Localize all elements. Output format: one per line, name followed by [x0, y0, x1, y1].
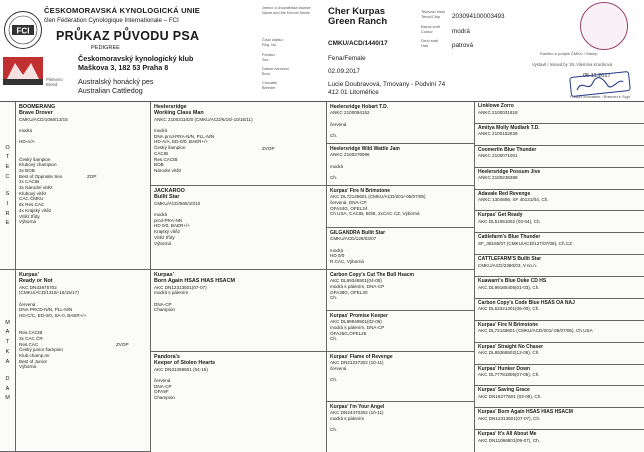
gen3-cell	[327, 228, 475, 270]
detail-line: CMKU/ACD/126/03/07	[330, 236, 377, 242]
gen2-cell-3	[151, 352, 327, 452]
side-letter: I	[6, 200, 9, 207]
detail-line: Res.CACIB	[19, 330, 43, 336]
detail-line: 3x Národní vítěz	[19, 185, 53, 191]
detail-line: DNA PRCD-N/N, PLL-N/N	[19, 307, 73, 313]
gen3-cell	[327, 270, 475, 311]
dam-details	[19, 285, 148, 371]
breed-label: Plemeno Breed	[46, 77, 63, 87]
detail-line: červená	[154, 378, 171, 383]
gen2-name: JACKAROO	[154, 188, 185, 194]
gen3-cell	[327, 402, 475, 452]
detail-line: AKC DL72148601 (CMKU/ACD/201/-05/07/05)	[330, 194, 426, 200]
gen2-details	[154, 285, 324, 314]
detail-line: ANKC 2100276096	[330, 152, 370, 158]
detail-line: 8x Res.CAC	[19, 202, 45, 208]
detail-line: AKC DL89948501(02-06)	[330, 319, 382, 325]
detail-line: Best of Junior	[19, 358, 48, 364]
gen2-details	[154, 367, 324, 401]
issuer-label: Vystavil / Issued by: Bc.Vilemína Kracíková	[532, 62, 613, 67]
detail-line: 2x BOB	[19, 167, 35, 173]
sire-details	[19, 117, 148, 225]
detail-line: modrá s pálením	[154, 290, 189, 296]
detail-line: CAC ČMKU	[19, 196, 44, 202]
detail-line: modrá	[330, 163, 344, 169]
cmku-logo	[3, 57, 43, 85]
detail-line: Klub.champ.mi	[19, 353, 50, 359]
detail-line: modrá	[154, 128, 168, 133]
gen4-name: CATTLEFARM'S Bullit Star	[478, 256, 542, 263]
gen4-name: Kurpas' Born Again HSAS HIAS HSACM	[478, 409, 573, 416]
gen4-name: Kurpas' Get Ready	[478, 212, 523, 219]
detail-line: modrá	[330, 247, 344, 253]
dob-label: Datum narození Born	[262, 67, 290, 76]
breeder-sign-label: Podpis chovatele / Breeder's Sign.	[570, 94, 632, 99]
side-letter: R	[5, 210, 10, 217]
dam-name: Kurpas'	[19, 272, 39, 278]
dog-name-line1: Cher Kurpas	[328, 6, 386, 17]
detail-line: Klubový vítěz	[19, 190, 47, 196]
header	[0, 0, 644, 102]
gen3-name: Heelersridge Wild Wattle Jam	[330, 146, 400, 152]
detail-line: HD-A/A	[19, 139, 35, 145]
side-letter: S	[5, 191, 10, 198]
detail-line: CMKU/ACD/2360/03, V.no.n.	[478, 262, 538, 268]
detail-line: AKC DN11066801(09-07), Ch.	[478, 437, 540, 443]
detail-line: 2x CACIB	[19, 179, 40, 185]
side-letter: A	[5, 358, 10, 365]
detail-line: Res.CAC	[19, 341, 39, 347]
side-letter: T	[5, 154, 10, 161]
gen4-cell	[475, 430, 644, 452]
detail-line: AKC DL89368502(12-06), Ch.	[478, 350, 540, 356]
detail-line: AKC DN31269601 (04-15)	[154, 366, 208, 372]
detail-line: Champion	[154, 307, 175, 313]
dog-name-line2: Green Ranch	[328, 16, 388, 27]
gen4-name: Amitya Molly Mudlark T.D.	[478, 124, 540, 131]
detail-line: Výborná	[154, 240, 172, 246]
detail-line: prcd-PRA-NN	[154, 217, 183, 223]
gen4-name: Kurpas' Saving Grace	[478, 387, 530, 394]
name-label: Jméno a chovatelská stanice Name and the Kennel Name	[262, 6, 311, 15]
detail-line: červená	[19, 301, 36, 307]
detail-line: Klubový champion	[19, 162, 57, 168]
detail-line: AKC DL53321301(06-00), Ch.	[478, 306, 540, 312]
detail-line: AKC DN18277801 (03-09), Ch.	[478, 393, 542, 399]
detail-line: ANKC 2100236388	[478, 175, 518, 181]
gen4-cell	[475, 365, 644, 387]
detail-line: Výborná	[19, 364, 37, 370]
detail-line: AKC DL51951002 (03-04), Ch.	[478, 218, 541, 224]
gen2-name2: Bullit Star	[154, 194, 180, 201]
detail-line: Ch.	[330, 295, 338, 301]
sire-zop: ZOP	[87, 174, 97, 179]
colour-label: Barva srsti Colour	[421, 24, 440, 34]
gen4-name: Kurpas' Hunker Down	[478, 365, 531, 372]
gen4-name: Heelersridge Possum Jive	[478, 168, 541, 175]
detail-line: HD 0/0	[330, 253, 345, 259]
detail-line: modrá	[154, 212, 168, 217]
gen4-cell	[475, 211, 644, 233]
gen2-cell-0	[151, 102, 327, 186]
detail-line: Krajský vítěz	[154, 229, 181, 235]
detail-line: ANKC 2100311020 (CMKU/ACD/6/16/-10/16/11)	[154, 116, 253, 122]
gen4-cell	[475, 168, 644, 190]
detail-line: Ch.	[330, 133, 338, 139]
side-letter: T	[5, 339, 10, 346]
gen4-name: Kuawarri's Blue Duke CD HS	[478, 278, 547, 284]
gen2-name: Kurpas'	[154, 272, 174, 278]
detail-line: Best of Opposite Sex	[19, 173, 63, 179]
gen4-cell	[475, 386, 644, 408]
detail-line: Výborná	[19, 219, 37, 225]
gen4-cell	[475, 277, 644, 299]
gen4-name: Cattlefarm's Blue Thunder	[478, 234, 541, 241]
fci-logo	[3, 10, 43, 50]
gen2-details	[154, 201, 324, 247]
detail-line: ANKC 2100071001	[478, 153, 518, 159]
chip-label: Tetovací číslo Tetoo/Chip	[421, 9, 446, 19]
detail-line: Res.CACIB	[154, 156, 178, 162]
dob-value: 02.09.2017	[328, 68, 360, 75]
sire-name2: Brave Drover	[19, 110, 53, 117]
detail-line: Český junior šampion	[19, 347, 63, 353]
gen4-name: Carbon Copy's Code Blue HSAS OA NAJ	[478, 299, 575, 306]
detail-line: AKC DL99185405(01-03), Ch.	[478, 284, 540, 290]
document-title: PRŮKAZ PŮVODU PSA	[56, 29, 200, 43]
gen2-details	[154, 117, 324, 174]
gen3-name: GILGANDRA Bullit Star	[330, 230, 386, 236]
org-membership: člen Fédération Cynologique Internationale – FCI	[44, 17, 179, 24]
detail-line: modrá s pálením, DNA-CP	[330, 325, 385, 330]
gen3-cell	[327, 144, 475, 186]
detail-line: 3x CAC ČR	[19, 335, 43, 341]
sire-side-label	[0, 102, 16, 270]
side-letter: K	[5, 348, 10, 355]
detail-line: ANKC 1304666, SF 40131/04, Ch.	[478, 197, 549, 203]
gen3-name: Heelersridge Hobart T.D.	[330, 104, 389, 110]
dam-zop: ZVOP	[116, 342, 129, 347]
detail-line: HD-A/A, ED-0/0, BAER+/+	[154, 139, 209, 145]
gen3-cell	[327, 352, 475, 402]
detail-line: Ch.	[330, 377, 338, 383]
detail-line: ANKC 2100031818	[478, 109, 518, 115]
detail-line: Národní vítěz	[154, 167, 182, 173]
side-letter: A	[5, 329, 10, 336]
detail-line: HD 0/0, BAER+/+	[154, 223, 191, 229]
side-letter: E	[5, 220, 10, 227]
coat-label: Druh srsti Hair	[421, 38, 439, 48]
gen2-name2: Keeper of Stolen Hearts	[154, 360, 216, 367]
gen3-name: Carbon Copy's Cut The Bull Hsacm	[330, 272, 414, 278]
detail-line: DNA-CP	[154, 383, 172, 389]
detail-line: 4x Krajský vítěz	[19, 207, 52, 213]
side-letter: A	[5, 385, 10, 392]
side-letter: M	[5, 319, 10, 326]
detail-line: Ch.	[330, 175, 338, 181]
breeder-line1: Lucie Doubravová, Trnovany - Podviní 74	[328, 81, 446, 88]
document-subtitle: PEDIGREE	[91, 45, 120, 51]
detail-line: Ch.USA, CACIB, BOB, 2xCAC CZ, Výborná	[330, 211, 420, 217]
gen4-cell	[475, 190, 644, 212]
gen3-name: Kurpas' Promise Keeper	[330, 313, 388, 319]
breeder-line2: 412 01 Litoměřice	[328, 89, 379, 96]
side-letter: C	[5, 173, 10, 180]
gen4-name: Kurpas' Straight No Chaser	[478, 343, 544, 350]
detail-line: AKC DL72148601 (CMKU/ACD/201/-05/07/05), Ch.USA	[478, 328, 593, 334]
gen4-cell	[475, 146, 644, 168]
svg-text:FCI: FCI	[16, 26, 30, 36]
club-name: Českomoravský kynologický klub	[78, 54, 194, 63]
gen4-cell	[475, 343, 644, 365]
detail-line: SF_38165/07 (CMKU/ACD/127/07/08), Ch.CZ	[478, 240, 572, 246]
chip-value: 203094100003493	[452, 13, 505, 20]
detail-line: AKC DL89346501(04-05)	[330, 278, 382, 284]
gen4-cell	[475, 255, 644, 277]
gen4-name: Coomerlin Blue Thunder	[478, 146, 537, 153]
dam-name2: Ready or Not	[19, 278, 53, 285]
detail-line: Český šampion	[19, 156, 51, 162]
gen4-cell	[475, 408, 644, 430]
detail-line: AKC DL77781805(07-05), Ch.	[478, 372, 540, 378]
detail-line: AKC DN12313501(07-07)	[154, 284, 207, 290]
gen2-cell-2	[151, 270, 327, 352]
sire-cell	[16, 102, 151, 270]
detail-line: DNA prcd-PRA-N/N, PLL-N/N	[154, 133, 215, 139]
breed-en: Australian Cattledog	[78, 86, 143, 95]
breed-cz: Australský honácký pes	[78, 77, 154, 86]
colour-value: modrá	[452, 28, 470, 35]
gen4-cell	[475, 321, 644, 343]
detail-line: DNA-CP	[154, 301, 172, 307]
gen2-name: Pandora's	[154, 354, 180, 360]
detail-line: HD-C/C, ED-0/0, SA-0, BAER+/+	[19, 313, 87, 319]
detail-line: modrá s pálením, DNA-CP	[330, 284, 385, 289]
detail-line: červená, DNA-CP	[330, 200, 367, 205]
gen3-name: Kurpas' I'm Your Angel	[330, 404, 385, 410]
breeder-label: Chovatel Breeder	[262, 81, 277, 90]
side-letter: D	[5, 375, 10, 382]
detail-line: CACIB	[154, 150, 169, 156]
gen3-cell	[327, 311, 475, 352]
detail-line: AKC DN21237302 (10-11)	[330, 360, 384, 366]
gen4-cell	[475, 299, 644, 321]
gen4-name: Adavale Red Revenge	[478, 190, 531, 197]
detail-line: ANKC 2100152628	[478, 131, 518, 137]
gen4-name: Kurpas' It's All About Me	[478, 431, 537, 438]
club-address: Maškova 3, 182 53 Praha 8	[78, 63, 169, 72]
detail-line: modrá	[19, 128, 33, 133]
sex-value: Fena/Female	[328, 55, 366, 62]
reg-number: CMKU/ACD/1440/17	[328, 40, 388, 47]
reg-label: Číslo zápisu Reg. No.	[262, 38, 283, 47]
detail-line: OFA24G, OFEL24	[330, 205, 368, 211]
detail-line: OFA38G, OFEL30	[330, 289, 368, 295]
detail-line: AKC DN24470302 (10-11)	[330, 410, 384, 416]
sex-label: Pohlaví Sex	[262, 53, 275, 62]
detail-line: AKC DN12313501(07-07), Ch.	[478, 415, 541, 421]
gen4-cell	[475, 102, 644, 124]
detail-line: Vítěz třídy	[154, 234, 175, 240]
side-letter: E	[5, 164, 10, 171]
detail-line: ANKC 2100094152	[330, 110, 370, 116]
detail-line: OFA9F	[154, 389, 169, 395]
detail-line: Ch.	[330, 336, 338, 342]
side-letter: M	[5, 395, 10, 402]
gen3-name: Kurpas' Fire N Brimstone	[330, 188, 391, 194]
detail-line: BOB	[154, 162, 164, 168]
detail-line: CMKU/ACD/565/10/10	[154, 200, 201, 206]
coat-value: patrová	[452, 42, 474, 49]
detail-line: AKC DN43975702	[19, 284, 57, 290]
gen4-name: Kurpas' Fire N Brimstone	[478, 321, 539, 328]
gen2-cell-1	[151, 186, 327, 270]
gen3-cell	[327, 102, 475, 144]
dam-cell	[16, 270, 151, 452]
sire-name: BOOMERANG	[19, 104, 56, 110]
dam-side-label	[0, 270, 16, 452]
gen4-name: Linklowe Zorro	[478, 103, 514, 109]
detail-line: červená	[330, 121, 347, 127]
gen2-zop: ZVOP	[262, 146, 275, 151]
issued-date: 05.11.2017	[583, 73, 611, 79]
official-stamp	[580, 2, 628, 50]
detail-line: červená	[330, 366, 347, 371]
detail-line: modrá s pálením	[330, 416, 365, 421]
detail-line: Český šampion	[154, 145, 186, 151]
gen3-name: Kurpas' Flame of Revenge	[330, 354, 393, 360]
gen2-name: Heelersridge	[154, 104, 187, 110]
gen4-cell	[475, 124, 644, 146]
gen2-name2: Born Again HSAS HIAS HSACM	[154, 278, 235, 285]
detail-line: (CMKU/ACD/1315/-16/15/17)	[19, 290, 79, 296]
detail-line: OFA25G,OFEL25	[330, 330, 367, 336]
gen3-cell	[327, 186, 475, 228]
gen2-name2: Working Class Man	[154, 110, 204, 117]
stamp-label: Razítko a podpis ČMKU / Stamp	[540, 51, 598, 56]
side-letter: O	[5, 144, 10, 151]
detail-line: Vítěz třídy	[19, 213, 40, 219]
detail-line: CMKU/ACD/1066/13/15	[19, 116, 68, 122]
gen4-cell	[475, 233, 644, 255]
detail-line: R.CAC, Výborná	[330, 259, 364, 265]
org-name: ČESKOMORAVSKÁ KYNOLOGICKÁ UNIE	[44, 6, 201, 15]
detail-line: Champion	[154, 395, 175, 401]
detail-line: Ch.	[330, 427, 338, 433]
